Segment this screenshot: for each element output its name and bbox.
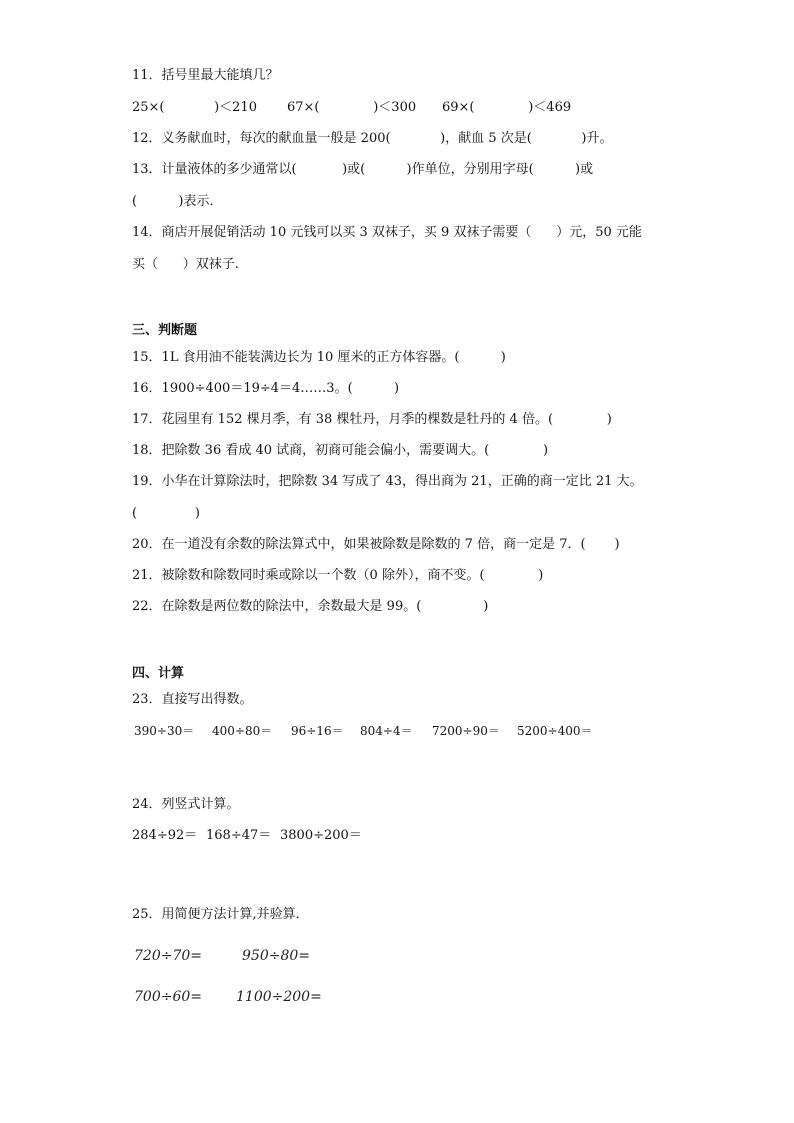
- question-24: 24．列竖式计算。: [132, 797, 240, 812]
- q24-item-1: 284÷92＝: [132, 828, 198, 843]
- question-19-line-1: 19．小华在计算除法时，把除数 34 写成了 43，得出商为 21，正确的商一定比 21 大。: [132, 474, 643, 489]
- q23-item-6: 5200÷400＝: [517, 724, 593, 738]
- q23-item-4: 804÷4＝: [360, 724, 413, 738]
- question-12: 12．义务献血时，每次的献血量一般是 200( )，献血 5 次是( )升。: [132, 131, 613, 146]
- question-17: 17．花园里有 152 棵月季，有 38 棵牡丹，月季的棵数是牡丹的 4 倍。( ): [132, 412, 612, 427]
- q24-item-3: 3800÷200＝: [280, 828, 362, 843]
- question-15: 15．1L 食用油不能装满边长为 10 厘米的正方体容器。( ): [132, 350, 506, 365]
- question-23: 23．直接写出得数。: [132, 692, 253, 707]
- question-11: 11．括号里最大能填几？: [132, 68, 279, 83]
- question-21: 21．被除数和除数同时乘或除以一个数（0 除外），商不变。( ): [132, 568, 544, 583]
- section-heading-calculation: 四、计算: [132, 666, 185, 681]
- question-19-line-2: ( ): [132, 506, 200, 521]
- question-18: 18．把除数 36 看成 40 试商，初商可能会偏小，需要调大。( ): [132, 443, 549, 458]
- question-25: 25．用简便方法计算,并验算．: [132, 907, 309, 922]
- question-16: 16．1900÷400＝19÷4＝4……3。( ): [132, 381, 400, 396]
- q25-item-4: 1100÷200=: [236, 989, 322, 1005]
- question-20: 20．在一道没有余数的除法算式中，如果被除数是除数的 7 倍，商一定是 7．( ): [132, 537, 620, 552]
- q23-item-2: 400÷80＝: [212, 724, 273, 738]
- q11-item-3: 69×( )＜469: [442, 100, 572, 115]
- q11-item-1: 25×( )＜210: [132, 100, 257, 115]
- section-heading-judgement: 三、判断题: [132, 323, 198, 338]
- question-13-line-2: ( )表示．: [132, 194, 223, 209]
- q25-item-2: 950÷80=: [242, 948, 310, 964]
- question-22: 22．在除数是两位数的除法中，余数最大是 99。( ): [132, 599, 489, 614]
- q23-item-3: 96÷16＝: [291, 724, 344, 738]
- q23-item-1: 390÷30＝: [134, 724, 195, 738]
- q11-item-2: 67×( )＜300: [287, 100, 417, 115]
- question-14-line-2: 买（ ）双袜子.: [132, 257, 239, 272]
- q25-item-3: 700÷60=: [134, 989, 202, 1005]
- q23-item-5: 7200÷90＝: [432, 724, 500, 738]
- question-14-line-1: 14．商店开展促销活动 10 元钱可以买 3 双袜子，买 9 双袜子需要（ ）元，50 元能: [132, 225, 642, 240]
- q25-item-1: 720÷70=: [134, 948, 202, 964]
- question-13-line-1: 13．计量液体的多少通常以( )或( )作单位，分别用字母( )或: [132, 162, 594, 177]
- q24-item-2: 168÷47＝: [206, 828, 272, 843]
